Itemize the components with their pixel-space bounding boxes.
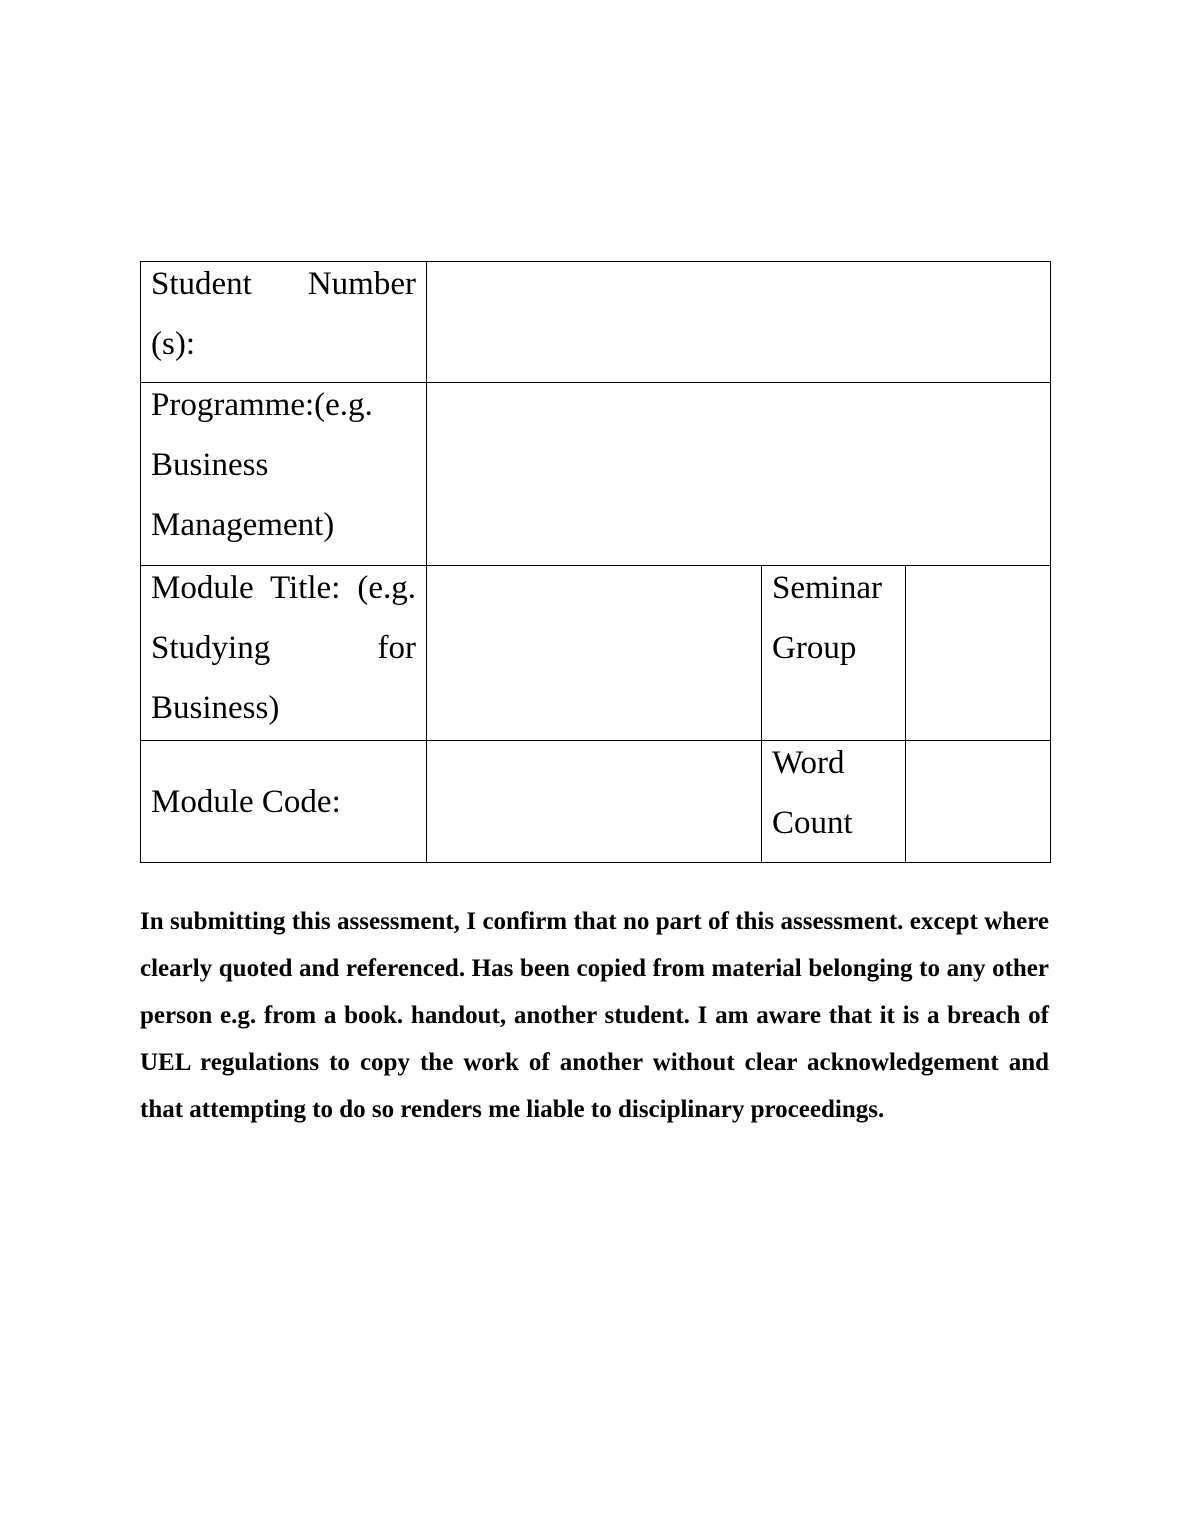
- student-number-field[interactable]: [427, 262, 1051, 383]
- student-number-row: [141, 262, 1051, 383]
- programme-label-cell: [141, 383, 427, 566]
- module-code-row: [141, 741, 1051, 863]
- word-count-label-cell: [762, 741, 906, 863]
- module-title-label-cell: [141, 566, 427, 741]
- programme-field[interactable]: [427, 383, 1051, 566]
- seminar-group-field[interactable]: [906, 566, 1051, 741]
- module-title-field[interactable]: [427, 566, 762, 741]
- word-count-field[interactable]: [906, 741, 1051, 863]
- plagiarism-declaration: In submitting this assessment, I confirm that no part of this assessment. except where clearly quoted and referenced. Has been copied from material belonging to any other person e.g. from a book. handout, another student. I am aware that it is a breach of UEL regulations to copy the work of another without clear acknowledgement and that attempting to do so renders me liable to disciplinary proceedings.: [140, 908, 1049, 1123]
- student-number-label: Student Number (s):: [151, 266, 416, 362]
- seminar-group-label: Seminar Group: [772, 570, 882, 666]
- module-code-label: Module Code:: [151, 783, 341, 820]
- programme-row: [141, 383, 1051, 566]
- module-title-label: Module Title: (e.g. Studying for Business): [151, 570, 416, 726]
- cover-sheet-table: [140, 261, 1051, 863]
- programme-label: Programme:(e.g. Business Management): [151, 387, 373, 543]
- module-code-field[interactable]: [427, 741, 762, 863]
- student-number-label-cell: [141, 262, 427, 383]
- seminar-group-label-cell: [762, 566, 906, 741]
- module-code-label-cell: [141, 741, 427, 863]
- module-title-row: [141, 566, 1051, 741]
- word-count-label: Word Count: [772, 745, 853, 841]
